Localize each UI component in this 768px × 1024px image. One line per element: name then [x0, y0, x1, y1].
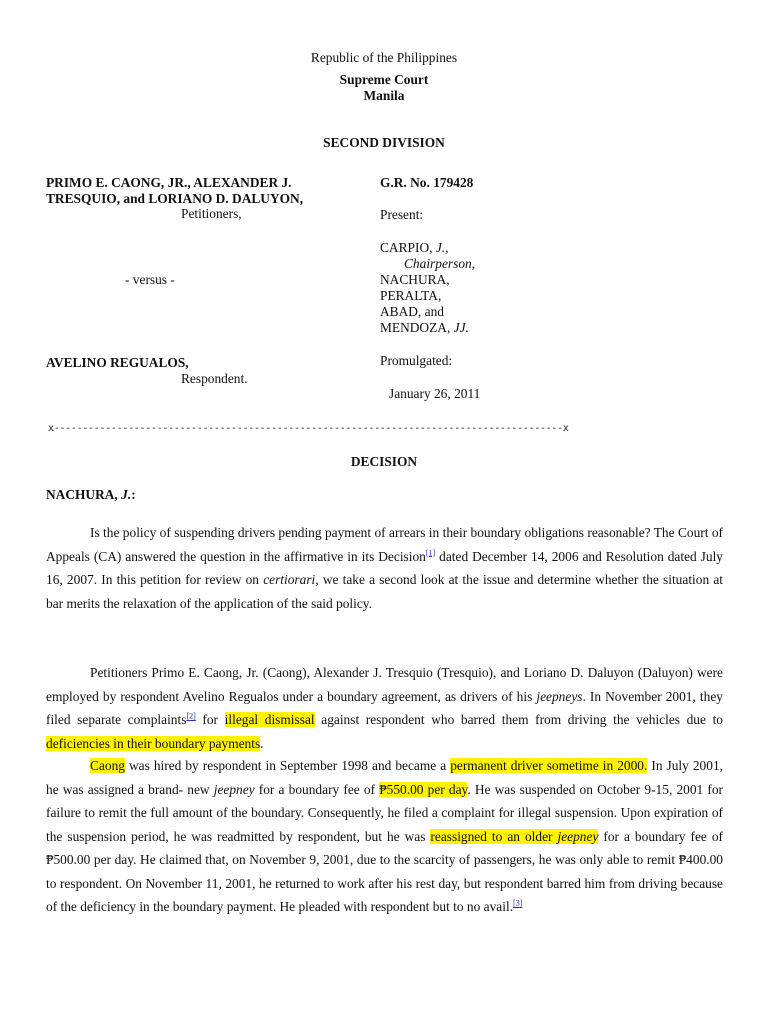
petitioners-line-1: PRIMO E. CAONG, JR., ALEXANDER J. — [46, 175, 292, 190]
justice-carpio-name: CARPIO, — [380, 240, 433, 255]
paragraph-1 — [46, 521, 723, 615]
highlight-reassigned: reassigned to an older — [430, 828, 558, 844]
promulgated-label: Promulgated: — [380, 353, 453, 368]
republic-line: Republic of the Philippines — [310, 50, 458, 65]
highlight-caong: Caong — [90, 758, 125, 773]
ponente-title: J. — [121, 487, 132, 502]
petitioners-label: Petitioners, — [181, 206, 242, 221]
footnote-ref-2[interactable]: [2] — [186, 711, 196, 721]
footnote-ref-1[interactable]: [1] — [425, 548, 436, 558]
petitioners-line-2: TRESQUIO, and LORIANO D. DALUYON, — [46, 191, 304, 206]
decision-title: DECISION — [350, 454, 418, 469]
caption-separator: x-----------------------------------------------------------------------------------------x — [48, 423, 569, 434]
respondent-name: AVELINO REGUALOS, — [46, 355, 189, 370]
p2-text-d: against respondent who barred them from driving the vehicles due to — [314, 712, 723, 727]
justice-chairperson: Chairperson, — [404, 256, 476, 271]
p1-text-b: dated December 14, 2006 and Resolution dated July 16, 2007. In this petition for review on — [46, 548, 723, 587]
p3-jeepney-1: jeepney — [213, 781, 255, 797]
highlight-deficiencies: deficiencies in their boundary payments — [46, 735, 261, 751]
justice-nachura: NACHURA, — [380, 272, 450, 287]
promulgated-date: January 26, 2011 — [389, 386, 481, 401]
paragraph-3 — [46, 754, 723, 919]
p3-text-d: . He was suspended on October 9-15, 2001 for failure to remit the full amount of the boundary. Consequently, he filed a complaint for illegal suspension. Upon expiration of the suspension period, he was readmitted by respondent, but he was — [46, 781, 723, 844]
ponente-colon: : — [131, 487, 136, 502]
ponente-name: NACHURA, — [46, 487, 118, 502]
gr-number: G.R. No. 179428 — [380, 175, 474, 190]
p3-text-c: for a boundary fee of — [254, 781, 380, 797]
highlight-permanent-driver: permanent driver sometime in 2000. — [450, 758, 648, 773]
versus-label: - versus - — [125, 272, 175, 287]
p2-text-e: . — [260, 735, 264, 751]
p1-certiorari: certiorari — [263, 572, 316, 587]
highlight-fee: ₱550.00 per day — [379, 781, 468, 797]
highlight-illegal-dismissal: illegal dismissal — [224, 712, 315, 727]
justice-mendoza — [380, 320, 469, 336]
justice-carpio — [380, 240, 448, 256]
p2-text-a: Petitioners Primo E. Caong, Jr. (Caong), Alexander J. Tresquio (Tresquio), and Loriano D. Daluyon (Daluyon) were employed by respondent Avelino Regualos under a boundary agreement, as drivers of his — [46, 665, 723, 704]
highlight-jeepney-2: jeepney — [557, 828, 599, 844]
p3-text-b: In July 2001, he was assigned a brand- new — [46, 758, 723, 797]
ponente — [46, 487, 136, 503]
court-name: Supreme Court — [339, 72, 429, 87]
present-label: Present: — [380, 207, 424, 222]
court-city: Manila — [363, 88, 405, 103]
justice-carpio-title: J., — [435, 240, 449, 255]
p2-text-c: for — [195, 712, 225, 727]
paragraph-2 — [46, 661, 723, 755]
p3-text-a: was hired by respondent in September 1998 and became a — [124, 758, 451, 773]
respondent-label: Respondent. — [181, 371, 248, 386]
footnote-ref-3[interactable]: [3] — [513, 898, 523, 908]
p3-text-e: for a boundary fee of ₱500.00 per day. He claimed that, on November 9, 2001, due to the scarcity of passengers, he was only able to remit ₱400.00 to respondent. On November 11, 2001, he returned to work after his rest day, but respondent barred him from driving because of the deficiency in the boundary payment. He pleaded with respondent but to no avail. — [46, 828, 723, 914]
p2-text-b: . In November 2001, they filed separate complaints — [46, 688, 723, 727]
division-title: SECOND DIVISION — [323, 135, 445, 150]
justice-mendoza-name: MENDOZA, — [380, 320, 451, 335]
justice-abad: ABAD, and — [380, 304, 444, 319]
p1-text-a: Is the policy of suspending drivers pending payment of arrears in their boundary obligations reasonable? The Court of Appeals (CA) answered the question in the affirmative in its Decision — [46, 525, 723, 564]
p1-text-c: , we take a second look at the issue and determine whether the situation at bar merits the relaxation of the application of the said policy. — [46, 572, 724, 611]
p2-jeepneys: jeepneys — [536, 688, 583, 704]
justice-mendoza-title: JJ. — [453, 320, 469, 335]
justice-peralta: PERALTA, — [380, 288, 442, 303]
